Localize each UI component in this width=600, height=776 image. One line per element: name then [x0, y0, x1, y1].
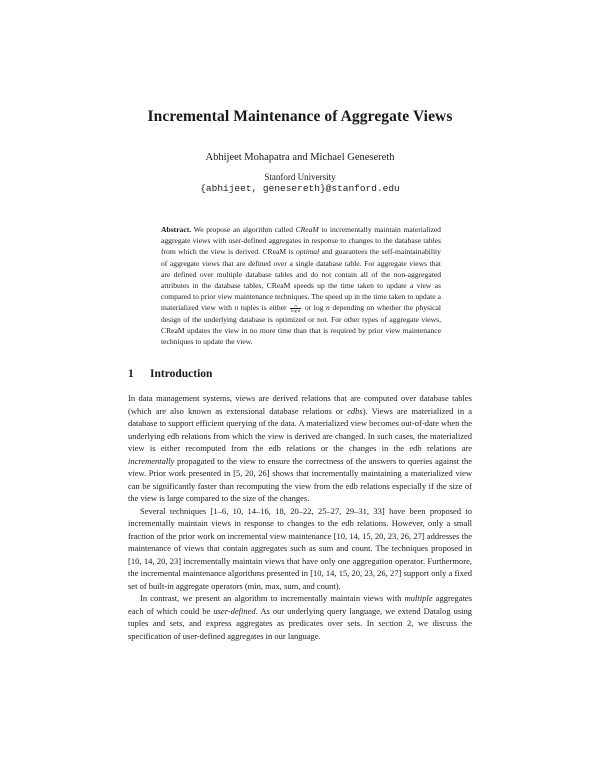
abstract-label: Abstract. — [161, 225, 192, 234]
fraction-denominator: log n — [291, 308, 301, 314]
paragraph-text: In contrast, we present an algorithm to incrementally maintain views with — [140, 593, 402, 603]
section-number: 1 — [128, 368, 134, 380]
incrementally-term: incrementally — [128, 455, 175, 466]
math-n: n — [234, 303, 239, 313]
abstract-text: We propose an algorithm called — [193, 225, 293, 234]
abstract-text: and guarantees the self-maintainability of aggregate views that are defined over a single database table. For aggregate views that are defined over multiple database tables and do not contain all of the non-aggregated attributes in the database tables, CReaM speeds up the time taken to update a view as compared to prior view maintenance techniques. The speed up in the time taken to update a materialized view with — [161, 247, 441, 313]
paragraph-text: propagated to the view to ensure the correctness of the answers to queries against the view. Prior work presented in [5, 20, 26] shows that incrementally maintaining a materialized view can be significantly faster than recomputing the view from the edb relations especially if the size of the view is large compared to the size of the changes. — [128, 455, 472, 503]
paragraph-text: . As our underlying query language, we extend Datalog using tuples and sets, and express aggregates as predicates over sets. In section 2, we discuss the specification of user-defined aggregates in our language. — [128, 605, 473, 641]
abstract-text: to incrementally maintain materialized aggregate views with user-defined aggregates in response to changes to the database tables from which the view is derived. CReaM is — [161, 225, 441, 257]
abstract-text: tuples is either — [240, 303, 287, 313]
fraction-numerator: n — [290, 304, 301, 310]
paragraph-text: ). Views are materialized in a database to support efficient querying of the data. A materialized view becomes out-of-date when the underlying edb relations from which the view is derived are changed. In such cases, the materialized view is either recomputed from the edb relations or the changes in the edb relations are — [128, 405, 472, 453]
intro-body — [128, 392, 472, 642]
abstract-text: depending on whether the physical design of the underlying database is optimized or not. For other types of aggregate views, CReaM updates the view in no more time than that is required by prior view maintenance techniques to update the view. — [161, 303, 441, 347]
math-n: n — [326, 303, 330, 313]
abstract-text: or log — [304, 303, 324, 313]
paragraph-text: In data management systems, views are derived relations that are computed over database tables (which are also known as extensional database relations or — [128, 393, 472, 416]
multiple-term: multiple — [404, 593, 433, 603]
abstract — [161, 224, 441, 347]
edbs-term: edbs — [347, 405, 363, 416]
math-fraction — [290, 304, 301, 314]
intro-paragraph-2: Several techniques [1–6, 10, 14–16, 18, 20–22, 25–27, 29–31, 33] have been proposed to incrementally maintain views in response to changes to the edb relations. However, only a small fraction of the prior work on incremental view maintenance [10, 14, 15, 20, 23, 26, 27] addresses the maintenance of views that contain aggregates such as sum and count. The techniques proposed in [10, 14, 20, 23] incrementally maintain views that have only one aggregation operator. Furthermore, the incremental maintenance algorithms presented in [10, 14, 15, 20, 23, 26, 27] support only a fixed set of built-in aggregate operators (min, max, sum, and count). — [128, 505, 472, 591]
paper-affiliation: Stanford University — [264, 172, 336, 182]
abstract-cream-term: CReaM — [295, 225, 319, 234]
section-title: Introduction — [150, 368, 213, 380]
paper-title: Incremental Maintenance of Aggregate Views — [147, 108, 453, 125]
intro-paragraph-3 — [128, 592, 472, 642]
paper-email: {abhijeet, genesereth}@stanford.edu — [200, 183, 400, 194]
intro-paragraph-1 — [128, 392, 472, 505]
paper-authors: Abhijeet Mohapatra and Michael Genesereth — [205, 152, 395, 163]
paragraph-text: aggregates each of which could be — [128, 593, 473, 616]
abstract-optimal-term: optimal — [295, 247, 320, 257]
section-heading — [128, 368, 212, 380]
user-defined-term: user-defined — [213, 605, 256, 616]
